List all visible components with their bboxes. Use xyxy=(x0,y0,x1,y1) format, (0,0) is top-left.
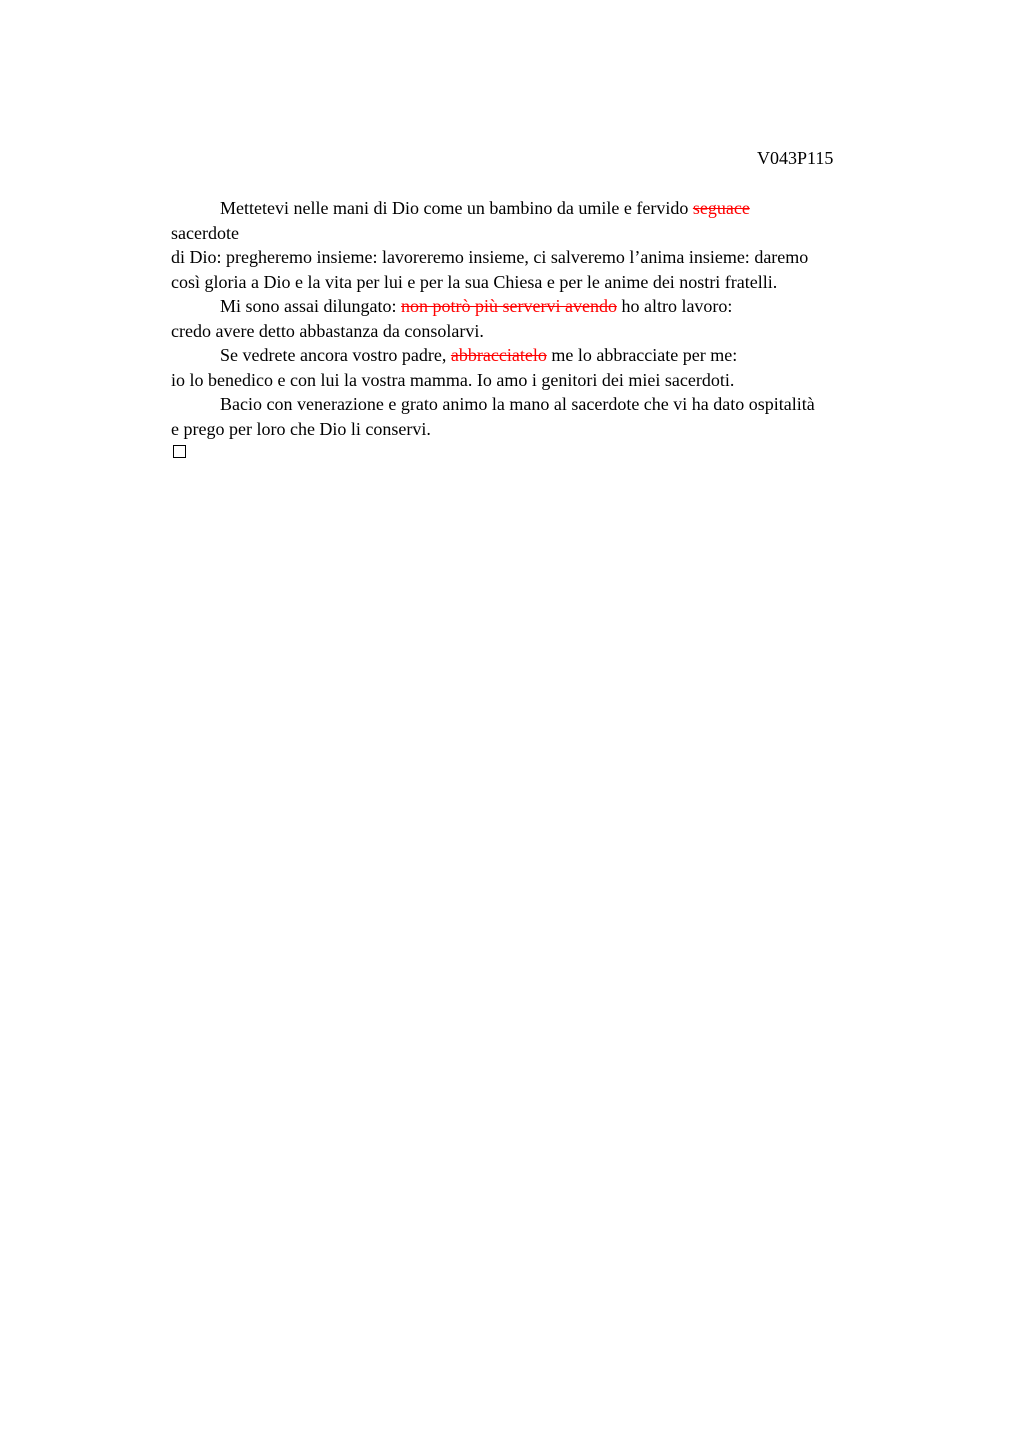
letter-body xyxy=(171,196,911,441)
paragraph-1-line-1 xyxy=(171,196,911,221)
text-segment: Mi sono assai dilungato: xyxy=(220,296,401,316)
paragraph-3-line-1 xyxy=(171,343,911,368)
paragraph-1-line-3: di Dio: pregheremo insieme: lavoreremo insieme, ci salveremo l’anima insieme: daremo xyxy=(171,247,809,267)
page-identifier: V043P115 xyxy=(757,148,834,168)
paragraph-4-line-2: e prego per loro che Dio li conservi. xyxy=(171,418,431,439)
paragraph-4-line-1: Bacio con venerazione e grato animo la mano al sacerdote che vi ha dato ospitalità xyxy=(220,394,815,414)
paragraph-1-line-2: sacerdote xyxy=(171,222,239,243)
empty-square-icon xyxy=(173,445,186,458)
text-segment: Mettetevi nelle mani di Dio come un bambino da umile e fervido xyxy=(220,198,693,218)
text-segment: me lo abbracciate per me: xyxy=(546,345,738,365)
paragraph-2-line-2: credo avere detto abbastanza da consolarvi. xyxy=(171,320,484,341)
paragraph-3-line-2: io lo benedico e con lui la vostra mamma. Io amo i genitori dei miei sacerdoti. xyxy=(171,369,735,390)
text-segment: ho altro lavoro: xyxy=(616,296,733,316)
paragraph-1-line-4: così gloria a Dio e la vita per lui e per la sua Chiesa e per le anime dei nostri fratelli. xyxy=(171,271,778,292)
deleted-text: seguace xyxy=(692,198,750,218)
paragraph-2-line-1 xyxy=(171,294,911,319)
deleted-text: abbracciatelo xyxy=(450,345,547,365)
text-segment: Se vedrete ancora vostro padre, xyxy=(220,345,451,365)
deleted-text: non potrò più servervi avendo xyxy=(401,296,617,316)
